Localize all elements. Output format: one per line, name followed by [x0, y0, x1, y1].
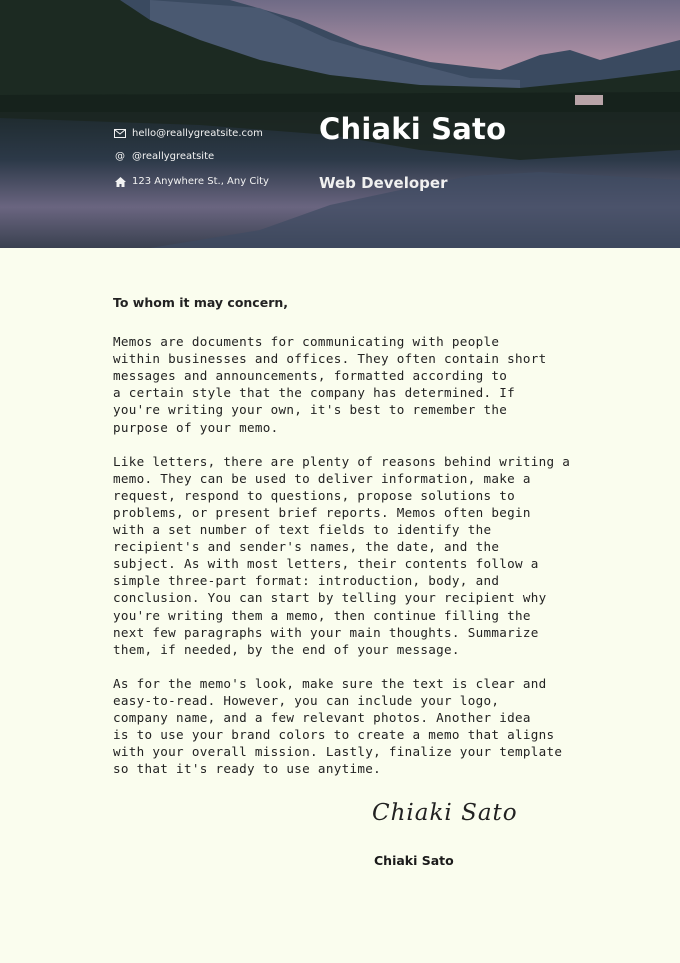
letter-body [113, 294, 583, 794]
contact-address-text: 123 Anywhere St., Any City [132, 176, 269, 187]
at-icon: @ [115, 151, 125, 162]
home-icon [113, 177, 127, 187]
author-role: Web Developer [319, 174, 448, 192]
greeting: To whom it may concern, [113, 295, 288, 310]
author-name: Chiaki Sato [319, 112, 507, 146]
paragraph-1: Memos are documents for communicating with people within businesses and offices. They often contain short messages and announcements, formatted according to a certain style that the company has determined. If you're writing your own, it's best to remember the purpose of your memo. [113, 334, 547, 435]
contact-social[interactable] [113, 151, 214, 162]
contact-social-text: @reallygreatsite [132, 151, 215, 162]
contact-email-text: hello@reallygreatsite.com [132, 128, 263, 139]
mail-icon [113, 129, 127, 138]
contact-address [113, 176, 269, 187]
contact-email[interactable] [113, 128, 263, 139]
signature-name: Chiaki Sato [374, 853, 454, 868]
handwritten-signature: Chiaki Sato [372, 800, 518, 826]
paragraph-2: Like letters, there are plenty of reasons behind writing a memo. They can be used to deliver information, make a request, respond to questions, propose solutions to problems, or present brief reports. Memos often begin with a set number of text fields to identify the recipient's and sender's names, the date, and the subject. As with most letters, their contents follow a simple three-part format: introduction, body, and conclusion. You can start by telling your recipient why you're writing them a memo, then continue filling the next few paragraphs with your main thoughts. Summarize them, if needed, by the end of your message. [113, 453, 571, 657]
header-banner [0, 0, 680, 248]
paragraph-3: As for the memo's look, make sure the text is clear and easy-to-read. However, you can include your logo, company name, and a few relevant photos. Another idea is to use your brand colors to create a memo that aligns with your overall mission. Lastly, finalize your template so that it's ready to use anytime. [113, 675, 563, 777]
